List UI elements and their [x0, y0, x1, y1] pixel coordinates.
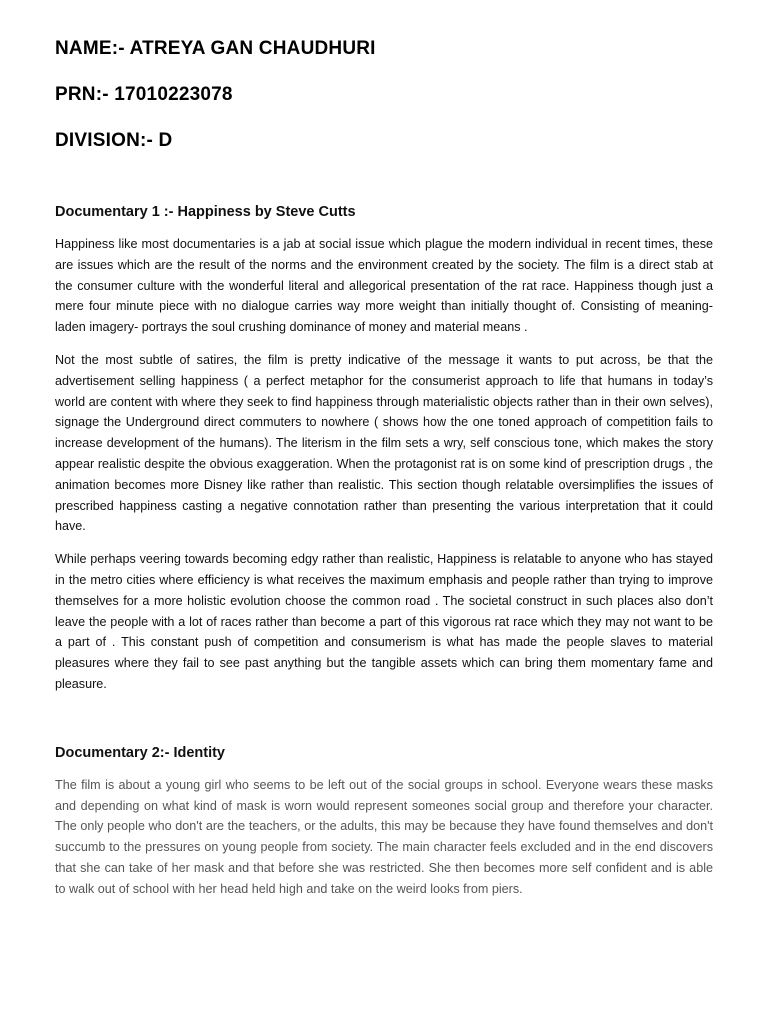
student-prn: PRN:- 17010223078: [55, 84, 233, 105]
documentary-2-title: Documentary 2:- Identity: [55, 744, 225, 761]
documentary-1-paragraph-3: While perhaps veering towards becoming edgy rather than realistic, Happiness is relatable to anyone who has stayed in the metro cities where efficiency is what receives the maximum emphasis and people rather than trying to improve themselves for a more holistic evolution choose the common road . The societal construct in such places also don’t leave the people with a lot of races rather than become a part of this vigorous rat race which they may not want to be a part of . This constant push of competition and consumerism is what has made the people slaves to material pleasures where they fail to see past anything but the tangible assets which can bring them momentary fame and pleasure.: [55, 552, 713, 691]
documentary-1-section: [55, 202, 713, 695]
documentary-2-paragraph-1: The film is about a young girl who seems to be left out of the social groups in school. Everyone wears these masks and depending on what kind of mask is worn would represent someones social group and therefore your character. The only people who don't are the teachers, or the adults, this may be because they have found themselves and don't succumb to the pressures on young people from society. The main character feels excluded and in the end discovers that she can take of her mask and that before she was restricted. She then becomes more self confident and is able to walk out of school with her head held high and take on the weird looks from piers.: [55, 777, 713, 896]
documentary-1-paragraph-1: Happiness like most documentaries is a jab at social issue which plague the modern individual in recent times, these are issues which are the result of the norms and the environment created by the society. The film is a direct stab at the consumer culture with the wonderful literal and allegorical presentation of the rat race. Happiness though just a mere four minute piece with no dialogue carries way more weight than initially thought of. Consisting of meaning- laden imagery- portrays the soul crushing dominance of money and material means .: [55, 237, 713, 335]
documentary-1-title: Documentary 1 :- Happiness by Steve Cutts: [55, 204, 356, 220]
documentary-2-section: [55, 743, 713, 900]
documentary-1-paragraph-2: Not the most subtle of satires, the film is pretty indicative of the message it wants to put across, be that the advertisement selling happiness ( a perfect metaphor for the consumerist approach to life that humans in today’s world are content with where they seek to find happiness through materialistic objects rather than in their own selves), signage the Underground direct commuters to nowhere ( shows how the one toned approach of competition fails to increase development of the humans). The literism in the film sets a wry, self conscious tone, which makes the story appear realistic despite the obvious exaggeration. When the protagonist rat is on some kind of prescription drugs , the animation becomes more Disney like rather than realistic. This section though relatable oversimplifies the issues of prescribed happiness casting a negative connotation rather than presenting the various interpretation that it could have.: [55, 352, 713, 534]
student-division: DIVISION:- D: [55, 130, 173, 151]
student-name: NAME:- ATREYA GAN CHAUDHURI: [55, 38, 376, 59]
